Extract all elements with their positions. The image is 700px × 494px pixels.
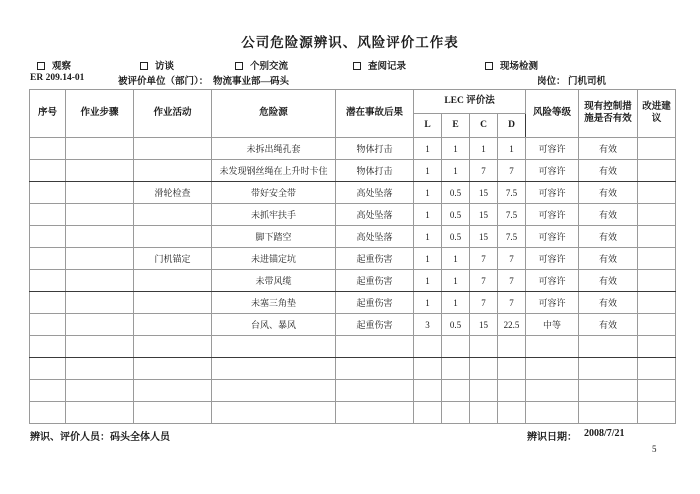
cell-suggestion: [638, 204, 676, 226]
method-observe: [37, 58, 71, 72]
cell-seq: [30, 204, 66, 226]
cell-activity: [134, 358, 212, 380]
cell-step: [66, 160, 134, 182]
cell-c: 15: [470, 226, 498, 248]
cell-e: 1: [442, 270, 470, 292]
cell-c: 7: [470, 270, 498, 292]
cell-consequence: [336, 380, 414, 402]
cell-c: 15: [470, 204, 498, 226]
method-site-inspection: [485, 58, 538, 72]
cell-risk: [526, 358, 579, 380]
page-number: 5: [652, 444, 657, 454]
position-label: 岗位：: [537, 77, 566, 87]
header-hazard: 危险源: [212, 90, 336, 138]
checkbox-icon: [37, 62, 45, 70]
cell-l: [414, 380, 442, 402]
header-lec-l: L: [414, 114, 442, 138]
cell-l: 1: [414, 248, 442, 270]
cell-c: [470, 358, 498, 380]
cell-l: 1: [414, 160, 442, 182]
cell-l: 1: [414, 226, 442, 248]
header-seq: 序号: [30, 90, 66, 138]
cell-control: [579, 336, 638, 358]
cell-e: 1: [442, 292, 470, 314]
checkbox-icon: [353, 62, 361, 70]
cell-seq: [30, 270, 66, 292]
cell-e: 0.5: [442, 204, 470, 226]
cell-e: 0.5: [442, 314, 470, 336]
cell-activity: [134, 270, 212, 292]
footer-row: [0, 428, 700, 442]
cell-e: 1: [442, 160, 470, 182]
header-activity: 作业活动: [134, 90, 212, 138]
header-lec-c: C: [470, 114, 498, 138]
cell-d: 1: [498, 138, 526, 160]
table-body: [30, 138, 676, 424]
cell-risk: [526, 402, 579, 424]
cell-seq: [30, 160, 66, 182]
method-label: 查阅记录: [368, 62, 407, 72]
cell-risk: 可容许: [526, 160, 579, 182]
cell-seq: [30, 314, 66, 336]
checkbox-icon: [140, 62, 148, 70]
cell-activity: [134, 292, 212, 314]
cell-step: [66, 336, 134, 358]
cell-activity: [134, 336, 212, 358]
document-code: ER 209.14-01: [30, 73, 85, 83]
cell-step: [66, 292, 134, 314]
header-control: 现有控制措施是否有效: [579, 90, 638, 138]
cell-d: 7: [498, 248, 526, 270]
method-label: 访谈: [155, 62, 175, 72]
cell-control: 有效: [579, 292, 638, 314]
header-step: 作业步骤: [66, 90, 134, 138]
cell-l: 1: [414, 182, 442, 204]
cell-c: 15: [470, 182, 498, 204]
cell-suggestion: [638, 402, 676, 424]
table-row: [30, 138, 676, 160]
cell-c: 7: [470, 292, 498, 314]
cell-consequence: 起重伤害: [336, 248, 414, 270]
cell-seq: [30, 138, 66, 160]
cell-hazard: 未抓牢扶手: [212, 204, 336, 226]
cell-e: [442, 380, 470, 402]
header-consequence: 潜在事故后果: [336, 90, 414, 138]
cell-d: 7.5: [498, 226, 526, 248]
cell-d: [498, 402, 526, 424]
cell-risk: 可容许: [526, 204, 579, 226]
cell-e: [442, 336, 470, 358]
method-individual-talk: [235, 58, 288, 72]
evaluators-text: 辨识、评价人员：码头全体人员: [30, 432, 170, 443]
page-title: 公司危险源辨识、风险评价工作表: [241, 35, 459, 50]
cell-hazard: 未拆出绳孔套: [212, 138, 336, 160]
cell-suggestion: [638, 292, 676, 314]
table-row: [30, 402, 676, 424]
cell-hazard: [212, 336, 336, 358]
cell-control: 有效: [579, 160, 638, 182]
table-row: [30, 358, 676, 380]
cell-risk: [526, 336, 579, 358]
header-lec-group: LEC 评价法: [414, 90, 526, 114]
cell-step: [66, 314, 134, 336]
cell-seq: [30, 402, 66, 424]
cell-activity: 门机锚定: [134, 248, 212, 270]
cell-d: 7.5: [498, 204, 526, 226]
table-row: [30, 226, 676, 248]
cell-consequence: [336, 336, 414, 358]
method-label: 观察: [52, 62, 72, 72]
cell-hazard: 带好安全带: [212, 182, 336, 204]
cell-suggestion: [638, 226, 676, 248]
method-interview: [140, 58, 174, 72]
cell-e: [442, 358, 470, 380]
cell-l: 1: [414, 138, 442, 160]
table-row: [30, 182, 676, 204]
cell-suggestion: [638, 138, 676, 160]
cell-consequence: [336, 358, 414, 380]
method-label: 现场检测: [500, 62, 539, 72]
position-value: 门机司机: [568, 77, 607, 87]
checkbox-icon: [485, 62, 493, 70]
cell-seq: [30, 336, 66, 358]
cell-c: [470, 336, 498, 358]
cell-hazard: [212, 358, 336, 380]
cell-risk: [526, 380, 579, 402]
table-row: [30, 336, 676, 358]
cell-activity: [134, 160, 212, 182]
cell-seq: [30, 248, 66, 270]
table-row: [30, 248, 676, 270]
cell-step: [66, 270, 134, 292]
cell-l: [414, 336, 442, 358]
cell-step: [66, 226, 134, 248]
cell-risk: 可容许: [526, 138, 579, 160]
cell-seq: [30, 292, 66, 314]
cell-consequence: 高处坠落: [336, 226, 414, 248]
cell-control: 有效: [579, 226, 638, 248]
cell-l: 3: [414, 314, 442, 336]
method-label: 个别交流: [250, 62, 289, 72]
cell-suggestion: [638, 380, 676, 402]
cell-c: 15: [470, 314, 498, 336]
cell-risk: 可容许: [526, 226, 579, 248]
header-lec-d: D: [498, 114, 526, 138]
cell-consequence: 高处坠落: [336, 182, 414, 204]
header-suggestion: 改进建议: [638, 90, 676, 138]
cell-seq: [30, 358, 66, 380]
cell-suggestion: [638, 336, 676, 358]
table-row: [30, 270, 676, 292]
cell-hazard: [212, 380, 336, 402]
cell-activity: [134, 204, 212, 226]
table-row: [30, 314, 676, 336]
cell-activity: [134, 138, 212, 160]
cell-step: [66, 248, 134, 270]
cell-hazard: [212, 402, 336, 424]
cell-e: 0.5: [442, 182, 470, 204]
cell-risk: 可容许: [526, 182, 579, 204]
header-lec-e: E: [442, 114, 470, 138]
cell-e: 1: [442, 248, 470, 270]
cell-step: [66, 380, 134, 402]
cell-risk: 可容许: [526, 248, 579, 270]
cell-control: 有效: [579, 138, 638, 160]
cell-step: [66, 402, 134, 424]
cell-activity: [134, 380, 212, 402]
cell-e: 0.5: [442, 226, 470, 248]
checkbox-icon: [235, 62, 243, 70]
cell-activity: [134, 314, 212, 336]
cell-control: 有效: [579, 182, 638, 204]
cell-seq: [30, 182, 66, 204]
cell-control: 有效: [579, 248, 638, 270]
cell-c: 7: [470, 160, 498, 182]
cell-step: [66, 204, 134, 226]
cell-control: 有效: [579, 270, 638, 292]
cell-suggestion: [638, 182, 676, 204]
cell-activity: [134, 402, 212, 424]
cell-e: [442, 402, 470, 424]
table-row: [30, 380, 676, 402]
cell-control: [579, 358, 638, 380]
cell-c: [470, 402, 498, 424]
info-row: [0, 73, 700, 87]
cell-c: 1: [470, 138, 498, 160]
cell-hazard: 未塞三角垫: [212, 292, 336, 314]
cell-step: [66, 138, 134, 160]
cell-hazard: 未进锚定坑: [212, 248, 336, 270]
cell-d: 7.5: [498, 182, 526, 204]
cell-d: 22.5: [498, 314, 526, 336]
table-row: [30, 292, 676, 314]
cell-d: [498, 358, 526, 380]
risk-assessment-table: [29, 89, 676, 424]
cell-consequence: [336, 402, 414, 424]
cell-consequence: 物体打击: [336, 138, 414, 160]
method-record-review: [353, 58, 406, 72]
cell-activity: [134, 226, 212, 248]
cell-suggestion: [638, 160, 676, 182]
evaluated-unit-label: 被评价单位（部门）：: [118, 77, 209, 87]
cell-l: [414, 402, 442, 424]
cell-l: 1: [414, 292, 442, 314]
cell-consequence: 高处坠落: [336, 204, 414, 226]
cell-l: [414, 358, 442, 380]
cell-suggestion: [638, 270, 676, 292]
cell-d: 7: [498, 292, 526, 314]
cell-consequence: 物体打击: [336, 160, 414, 182]
identification-date-label: 辨识日期：: [527, 432, 577, 443]
cell-hazard: 未带风缆: [212, 270, 336, 292]
identification-date-value: 2008/7/21: [584, 428, 625, 439]
cell-control: [579, 402, 638, 424]
evaluated-unit-value: 物流事业部—码头: [213, 77, 290, 87]
cell-consequence: 起重伤害: [336, 270, 414, 292]
cell-step: [66, 358, 134, 380]
cell-risk: 可容许: [526, 270, 579, 292]
cell-hazard: 未发现钢丝绳在上升时卡住: [212, 160, 336, 182]
cell-control: [579, 380, 638, 402]
cell-d: 7: [498, 160, 526, 182]
cell-activity: 滑轮检查: [134, 182, 212, 204]
cell-suggestion: [638, 314, 676, 336]
cell-d: [498, 380, 526, 402]
cell-seq: [30, 226, 66, 248]
cell-control: 有效: [579, 314, 638, 336]
cell-c: [470, 380, 498, 402]
header-risk: 风险等级: [526, 90, 579, 138]
table-row: [30, 204, 676, 226]
cell-step: [66, 182, 134, 204]
cell-consequence: 起重伤害: [336, 314, 414, 336]
cell-hazard: 脚下踏空: [212, 226, 336, 248]
table-row: [30, 160, 676, 182]
cell-e: 1: [442, 138, 470, 160]
cell-risk: 中等: [526, 314, 579, 336]
cell-c: 7: [470, 248, 498, 270]
survey-methods: [0, 58, 700, 72]
cell-seq: [30, 380, 66, 402]
cell-d: [498, 336, 526, 358]
cell-risk: 可容许: [526, 292, 579, 314]
cell-l: 1: [414, 204, 442, 226]
cell-d: 7: [498, 270, 526, 292]
cell-suggestion: [638, 248, 676, 270]
cell-hazard: 台风、暴风: [212, 314, 336, 336]
cell-l: 1: [414, 270, 442, 292]
cell-suggestion: [638, 358, 676, 380]
cell-consequence: 起重伤害: [336, 292, 414, 314]
cell-control: 有效: [579, 204, 638, 226]
